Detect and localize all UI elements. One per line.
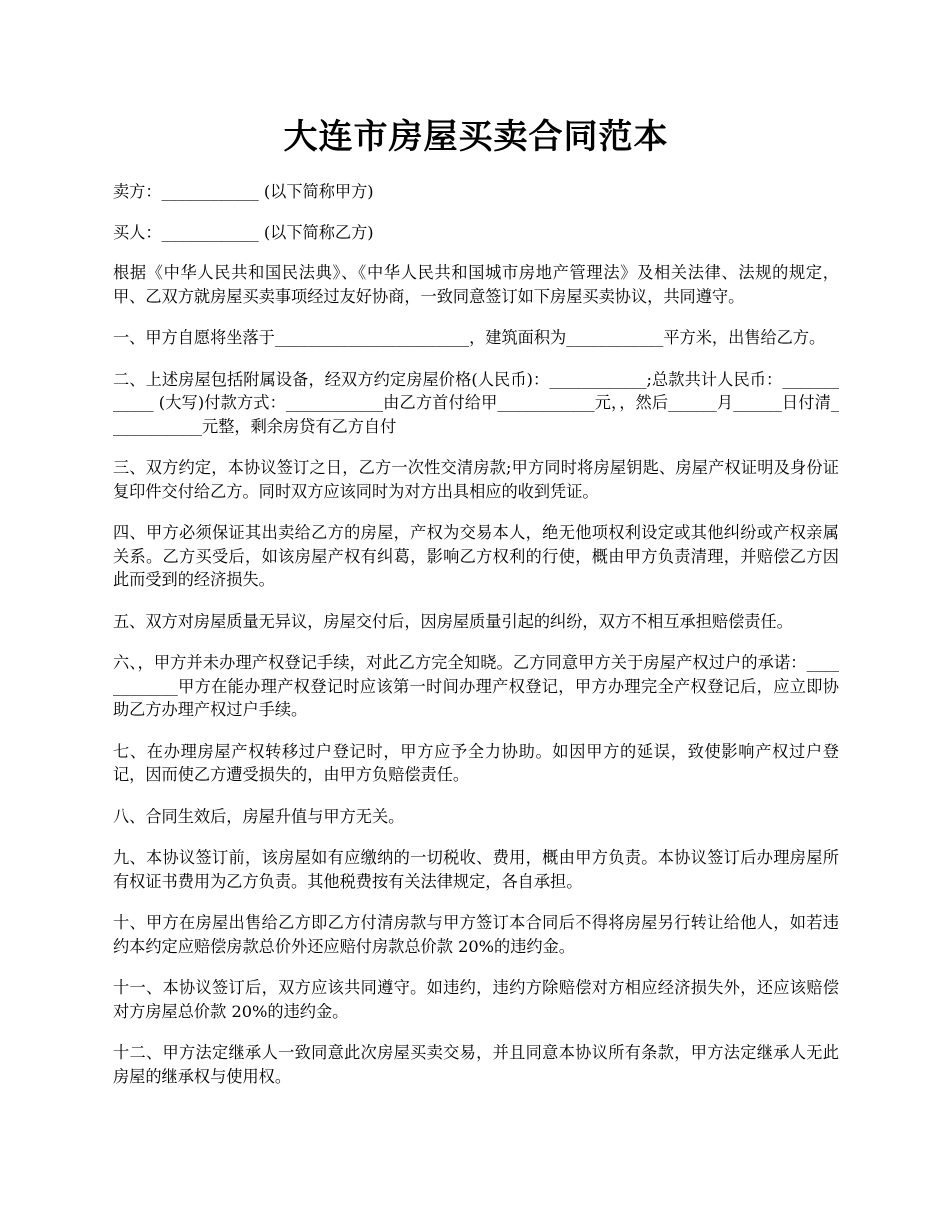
clause-6: 六、，甲方并未办理产权登记手续，对此乙方完全知晓。乙方同意甲方关于房屋产权过户的承诺：____________甲方在能办理产权登记时应该第一时间办理产权登记，甲方办理完全产权登记后，应立即协助乙方办理产权过户手续。 [113,653,839,719]
clause-7: 七、在办理房屋产权转移过户登记时，甲方应予全力协助。如因甲方的延误，致使影响产权过户登记，因而使乙方遭受损失的，由甲方负赔偿责任。 [113,741,839,784]
clause-8: 八、合同生效后，房屋升值与甲方无关。 [113,806,405,826]
seller-line: 卖方：____________ (以下简称甲方) [113,182,374,201]
clause-1: 一、甲方自愿将坐落于________________________，建筑面积为____________平方米，出售给乙方。 [113,328,826,347]
document-page [113,112,839,1106]
clause-9: 九、本协议签订前，该房屋如有应缴纳的一切税收、费用，概由甲方负责。本协议签订后办理房屋所有权证书费用为乙方负责。其他税费按有关法律规定，各自承担。 [113,848,839,891]
clause-3: 三、双方约定，本协议签订之日，乙方一次性交清房款;甲方同时将房屋钥匙、房屋产权证明及身份证复印件交付给乙方。同时双方应该同时为对方出具相应的收到凭证。 [113,458,839,501]
buyer-line: 买人：____________ (以下简称乙方) [113,222,374,242]
preamble-paragraph: 根据《中华人民共和国民法典》、《中华人民共和国城市房地产管理法》及相关法律、法规的规定，甲、乙双方就房屋买卖事项经过友好协商，一致同意签订如下房屋买卖协议，共同遵守。 [113,263,839,306]
clause-12: 十二、甲方法定继承人一致同意此次房屋买卖交易，并且同意本协议所有条款，甲方法定继承人无此房屋的继承权与使用权。 [113,1043,839,1086]
document-title: 大连市房屋买卖合同范本 [283,117,669,157]
clause-5: 五、双方对房屋质量无异议，房屋交付后，因房屋质量引起的纠纷，双方不相互承担赔偿责任。 [113,611,793,631]
clause-10: 十、甲方在房屋出售给乙方即乙方付清房款与甲方签订本合同后不得将房屋另行转让给他人，如若违约本约定应赔偿房款总价外还应赔付房款总价款 20%的违约金。 [113,913,839,956]
clause-4: 四、甲方必须保证其出卖给乙方的房屋，产权为交易本人，绝无他项权利设定或其他纠纷或产权亲属关系。乙方买受后，如该房屋产权有纠葛，影响乙方权利的行使，概由甲方负责清理，并赔偿乙方因此而受到的经济损失。 [113,523,839,589]
clause-2: 二、上述房屋包括附属设备，经双方约定房屋价格(人民币)：____________;总款共计人民币：____________ (大写)付款方式：____________由乙方首付给甲____________元，，然后______月______日付清____________元整，剩余房贷有乙方自付 [113,369,839,436]
clause-11: 十一、本协议签订后，双方应该共同遵守。如违约，违约方除赔偿对方相应经济损失外，还应该赔偿对方房屋总价款 20%的违约金。 [113,978,839,1021]
